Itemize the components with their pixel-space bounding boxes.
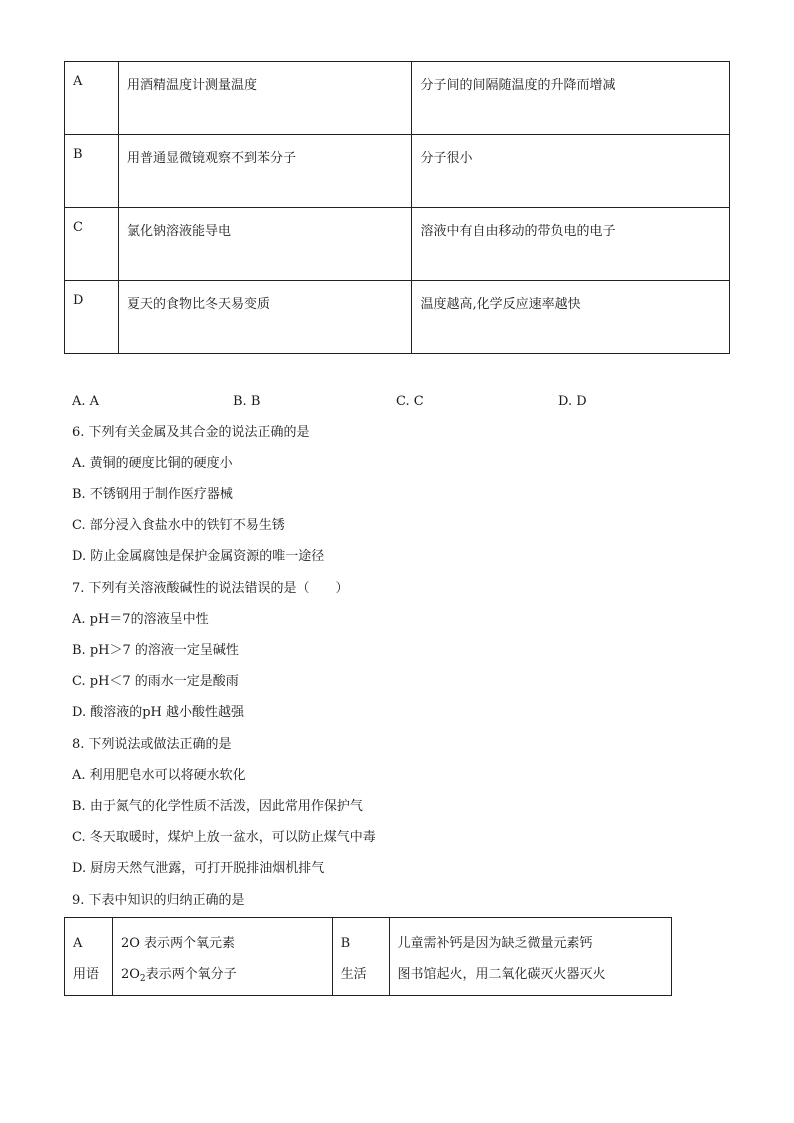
row-letter: C: [65, 208, 119, 281]
q8-option-c: C. 冬天取暖时，煤炉上放一盆水，可以防止煤气中毒: [72, 830, 376, 845]
q7-option-d: D. 酸溶液的pH 越小酸性越强: [72, 705, 245, 720]
q8-stem: 8. 下列说法或做法正确的是: [72, 737, 232, 752]
formula-subscript: 2: [139, 974, 146, 984]
q5-option-c: C. C: [396, 394, 424, 409]
cell-a-letter: A: [73, 936, 83, 951]
q7-option-b: B. pH＞7 的溶液一定呈碱性: [72, 643, 239, 658]
q6-option-b: B. 不锈钢用于制作医疗器械: [72, 487, 233, 502]
q5-option-a: A. A: [72, 394, 100, 409]
table-row: [65, 208, 730, 281]
cell-a-header: [65, 918, 113, 996]
cell-b-header: [332, 918, 389, 996]
cell-a-line1: 2O 表示两个氧元素: [120, 936, 236, 951]
q6-option-a: A. 黄铜的硬度比铜的硬度小: [72, 456, 233, 471]
cell-b-line1: 儿童需补钙是因为缺乏微量元素钙: [397, 936, 593, 951]
knowledge-table: [64, 917, 672, 996]
row-letter: B: [65, 135, 119, 208]
row-fact: 夏天的食物比冬天易变质: [118, 281, 412, 354]
table-row: [65, 135, 730, 208]
q5-option-d: D. D: [558, 394, 587, 409]
cell-a-line2: [121, 959, 324, 995]
row-explanation: 分子很小: [412, 135, 730, 208]
row-letter: D: [65, 281, 119, 354]
row-explanation: 溶液中有自由移动的带负电的电子: [412, 208, 730, 281]
formula-suffix: 表示两个氧分子: [145, 967, 237, 982]
cell-b-letter: B: [340, 936, 351, 951]
q8-option-d: D. 厨房天然气泄露，可打开脱排油烟机排气: [72, 861, 325, 876]
explanation-table: [64, 61, 730, 354]
cell-a-content: [112, 918, 332, 996]
row-explanation: 温度越高,化学反应速率越快: [412, 281, 730, 354]
q6-option-d: D. 防止金属腐蚀是保护金属资源的唯一途径: [72, 549, 325, 564]
q6-option-c: C. 部分浸入食盐水中的铁钉不易生锈: [72, 518, 285, 533]
q7-stem: 7. 下列有关溶液酸碱性的说法错误的是（ ）: [72, 581, 349, 596]
cell-b-content: [389, 918, 672, 996]
row-fact: 用酒精温度计测量温度: [118, 62, 412, 135]
q8-option-a: A. 利用肥皂水可以将硬水软化: [72, 768, 246, 783]
q9-stem: 9. 下表中知识的归纳正确的是: [72, 893, 245, 908]
q7-option-c: C. pH＜7 的雨水一定是酸雨: [72, 674, 239, 689]
row-fact: 氯化钠溶液能导电: [118, 208, 412, 281]
formula-prefix: 2O: [120, 967, 140, 982]
q6-stem: 6. 下列有关金属及其合金的说法正确的是: [72, 425, 310, 440]
row-explanation: 分子间的间隔随温度的升降而增减: [412, 62, 730, 135]
table-row: [65, 281, 730, 354]
cell-b-line2: 图书馆起火，用二氧化碳灭火器灭火: [397, 967, 606, 982]
cell-a-label: 用语: [73, 967, 100, 982]
row-letter: A: [65, 62, 119, 135]
q8-option-b: B. 由于氮气的化学性质不活泼，因此常用作保护气: [72, 799, 363, 814]
cell-b-label: 生活: [340, 967, 367, 982]
q5-option-b: B. B: [233, 394, 261, 409]
q7-option-a: A. pH＝7的溶液呈中性: [72, 612, 209, 627]
table-row: [65, 62, 730, 135]
row-fact: 用普通显微镜观察不到苯分子: [118, 135, 412, 208]
table-row: [65, 918, 672, 996]
